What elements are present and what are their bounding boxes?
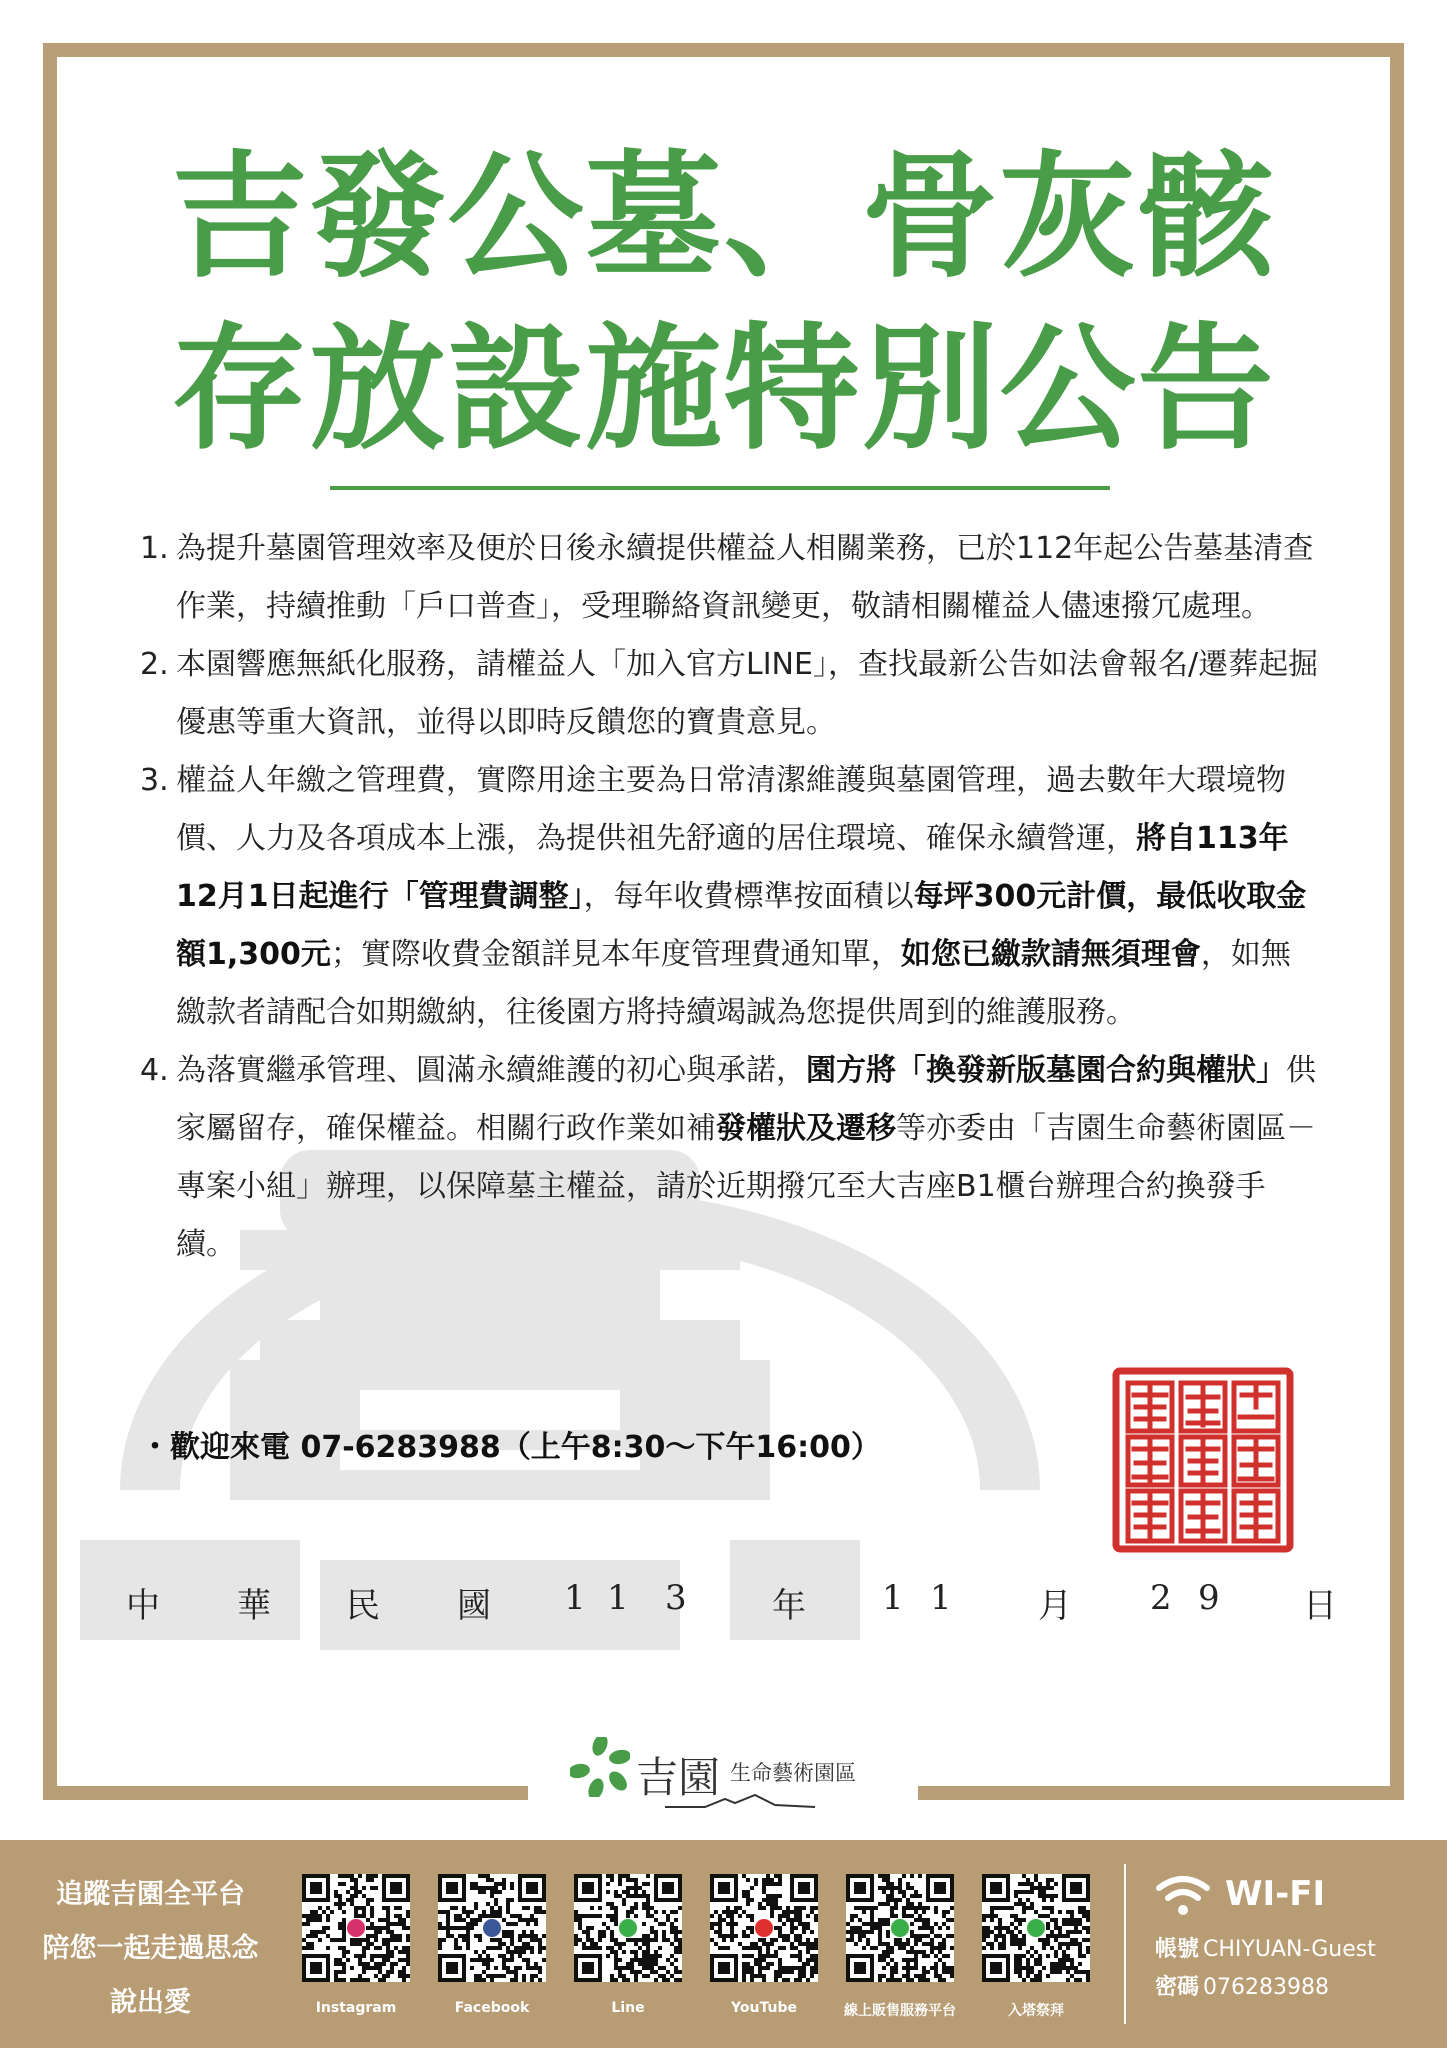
item-number: 2.: [140, 647, 169, 682]
item-text: 為提升墓園管理效率及便於日後永續提供權益人相關業務，已於112年起公告墓基清查作業，持續推動「戶口普查」，受理聯絡資訊變更，敬請相關權益人儘速撥冗處理。: [176, 531, 1314, 624]
line-icon: [619, 1919, 637, 1937]
item-text: 權益人年繳之管理費，實際用途主要為日常清潔維護與墓園管理，過去數年大環境物價、人力及各項成本上漲，為提供祖先舒適的居住環境、確保永續營運，: [176, 763, 1286, 856]
qr-code: [438, 1874, 546, 1982]
shop-icon: [891, 1919, 909, 1937]
date-char: 日: [1303, 1586, 1337, 1626]
qr-label: YouTube: [731, 2000, 797, 2016]
logo-subtitle: 生命藝術園區: [730, 1761, 856, 1785]
qr-youtube[interactable]: [708, 1874, 820, 2016]
date-char: 中: [126, 1586, 160, 1626]
item-text: 等亦委由「吉園生命藝術園區－專案小組」辦理，以保障墓主權益，請於近期撥冗至大吉座B1櫃台辦理合約換發手續。: [176, 1111, 1316, 1262]
official-seal: [1110, 1365, 1296, 1555]
qr-label: 線上販售服務平台: [844, 2003, 956, 2019]
instagram-icon: [347, 1919, 365, 1937]
qr-label: Facebook: [454, 2000, 530, 2016]
notice-title-line1: 吉發公墓、骨灰骸: [171, 139, 1276, 297]
qr-code: [846, 1874, 954, 1982]
date-char: 民: [346, 1586, 380, 1626]
qr-line[interactable]: [572, 1874, 684, 2016]
slogan-line: 說出愛: [110, 1987, 191, 2018]
item-text: 本園響應無紙化服務，請權益人「加入官方LINE」，查找最新公告如法會報名/遷葬起掘優惠等重大資訊，並得以即時反饋您的寶貴意見。: [176, 647, 1319, 740]
date-char: 1: [930, 1578, 952, 1618]
slogan-line: 陪您一起走過思念: [42, 1933, 259, 1964]
item-number: 3.: [140, 763, 169, 798]
qr-code: [302, 1874, 410, 1982]
item-emphasis: 每坪300元計價，最低收取金額1,300元: [176, 879, 1307, 972]
qr-label: Line: [611, 2000, 645, 2016]
date-char: 1: [564, 1578, 586, 1618]
item-emphasis: 如您已繳款請無須理會: [900, 937, 1201, 972]
date-char: 國: [457, 1586, 491, 1626]
date-char: 2: [1150, 1578, 1172, 1618]
pagoda-icon: [1027, 1919, 1045, 1937]
item-text: ；實際收費金額詳見本年度管理費通知單，: [330, 937, 901, 972]
date-char: 年: [772, 1586, 806, 1626]
notice-item-3: [140, 752, 1320, 1042]
qr-instagram[interactable]: [300, 1874, 412, 2016]
facebook-icon: [483, 1919, 501, 1937]
logo-brand: 吉園: [636, 1753, 721, 1802]
item-text: 為落實繼承管理、圓滿永續維護的初心與承諾，: [176, 1053, 806, 1088]
wifi-password-value: 076283988: [1203, 1975, 1329, 2000]
contact-phone: ・歡迎來電 07-6283988（上午8:30～下午16:00）: [140, 1430, 881, 1465]
item-text: ，如無繳款者請配合如期繳納，往後園方將持續竭誠為您提供周到的維護服務。: [176, 937, 1291, 1030]
wifi-password: [1155, 1970, 1329, 2001]
footer-bar: [0, 1840, 1447, 2048]
item-emphasis: 將自113年12月1日起進行「管理費調整」: [176, 821, 1289, 914]
date-char: 月: [1038, 1586, 1072, 1626]
title-underline: [330, 486, 1110, 490]
qr-code: [574, 1874, 682, 1982]
date-char: 9: [1198, 1578, 1220, 1618]
qr-facebook[interactable]: [436, 1874, 548, 2016]
slogan-line: 追蹤吉園全平台: [56, 1879, 245, 1910]
footer-slogan: [28, 1868, 273, 2030]
wifi-icon: [1155, 1874, 1211, 1918]
qr-code: [982, 1874, 1090, 1982]
notice-item-2: [140, 636, 1320, 752]
date-char: 3: [665, 1578, 687, 1618]
qr-label: Instagram: [315, 2000, 397, 2016]
notice-title-line2: 存放設施特別公告: [171, 311, 1276, 469]
qr-online-shop[interactable]: [844, 1874, 956, 2020]
leaf-ring-icon: [570, 1737, 630, 1797]
wifi-title: WI-FI: [1225, 1874, 1326, 1914]
youtube-icon: [755, 1919, 773, 1937]
item-number: 4.: [140, 1053, 169, 1088]
item-number: 1.: [140, 531, 169, 566]
notice-item-1: [140, 520, 1320, 636]
qr-code: [710, 1874, 818, 1982]
wifi-account: [1155, 1932, 1376, 1963]
qr-label: 入塔祭拜: [1008, 2003, 1064, 2019]
chiyuan-logo: [570, 1735, 890, 1815]
mountain-line-icon: [665, 1791, 815, 1811]
date-char: 1: [607, 1578, 629, 1618]
wifi-account-value: CHIYUAN-Guest: [1203, 1937, 1376, 1962]
item-emphasis: 發權狀及遷移: [716, 1111, 896, 1146]
item-text: ，每年收費標準按面積以: [583, 879, 914, 914]
date-char: 華: [237, 1586, 271, 1626]
notice-items: [140, 520, 1320, 1274]
qr-pagoda-visit[interactable]: [980, 1874, 1092, 2020]
footer-divider: [1124, 1864, 1126, 2024]
date-char: 1: [882, 1578, 904, 1618]
item-emphasis: 園方將「換發新版墓園合約與權狀」: [806, 1053, 1286, 1088]
wifi-account-label: 帳號: [1155, 1937, 1200, 1962]
notice-item-4: [140, 1042, 1320, 1274]
item-text: 供家屬留存，確保權益。相關行政作業如補: [176, 1053, 1316, 1146]
wifi-password-label: 密碼: [1155, 1975, 1200, 2000]
date-row: [120, 1570, 1340, 1630]
